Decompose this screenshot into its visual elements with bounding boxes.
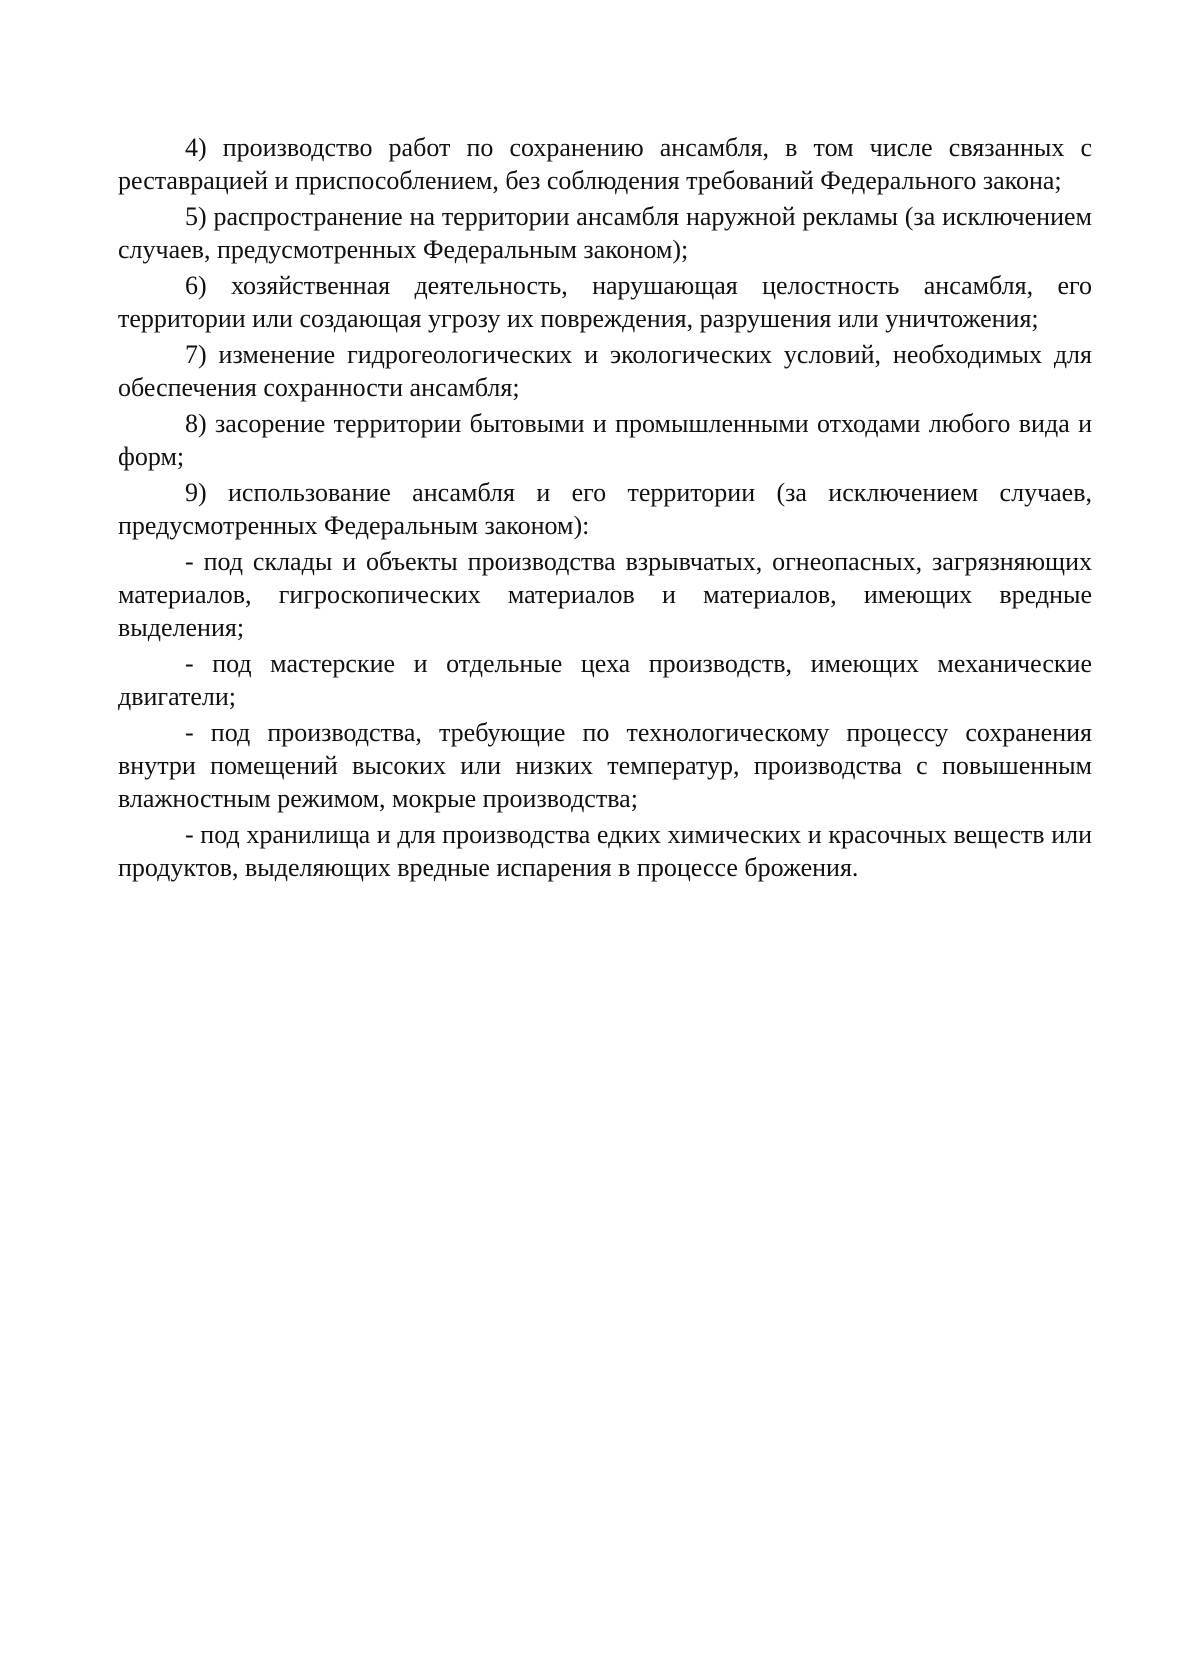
list-item-warehouses: - под склады и объекты производства взрывчатых, огнеопасных, загрязняющих материалов, гигроскопических материалов и материалов, имеющих вредные выделения; — [118, 547, 1092, 642]
list-item-temperature-productions: - под производства, требующие по технологическому процессу сохранения внутри помещений высоких или низких температур, производства с повышенным влажностным режимом, мокрые производства; — [118, 718, 1092, 813]
paragraph-item-8: 8) засорение территории бытовыми и промышленными отходами любого вида и форм; — [118, 409, 1092, 471]
paragraph-item-9: 9) использование ансамбля и его территории (за исключением случаев, предусмотренных Федеральным законом): — [118, 478, 1092, 540]
paragraph-item-6: 6) хозяйственная деятельность, нарушающая целостность ансамбля, его территории или создающая угрозу их повреждения, разрушения или уничтожения; — [118, 271, 1092, 333]
list-item-workshops: - под мастерские и отдельные цеха производств, имеющих механические двигатели; — [118, 649, 1092, 711]
paragraph-item-7: 7) изменение гидрогеологических и экологических условий, необходимых для обеспечения сохранности ансамбля; — [118, 340, 1092, 402]
list-item-chemical-storage: - под хранилища и для производства едких химических и красочных веществ или продуктов, выделяющих вредные испарения в процессе брожения. — [118, 820, 1092, 882]
document-body — [118, 131, 1092, 887]
paragraph-item-5: 5) распространение на территории ансамбля наружной рекламы (за исключением случаев, предусмотренных Федеральным законом); — [118, 202, 1092, 264]
paragraph-item-4: 4) производство работ по сохранению ансамбля, в том числе связанных с реставрацией и приспособлением, без соблюдения требований Федерального закона; — [118, 133, 1092, 195]
